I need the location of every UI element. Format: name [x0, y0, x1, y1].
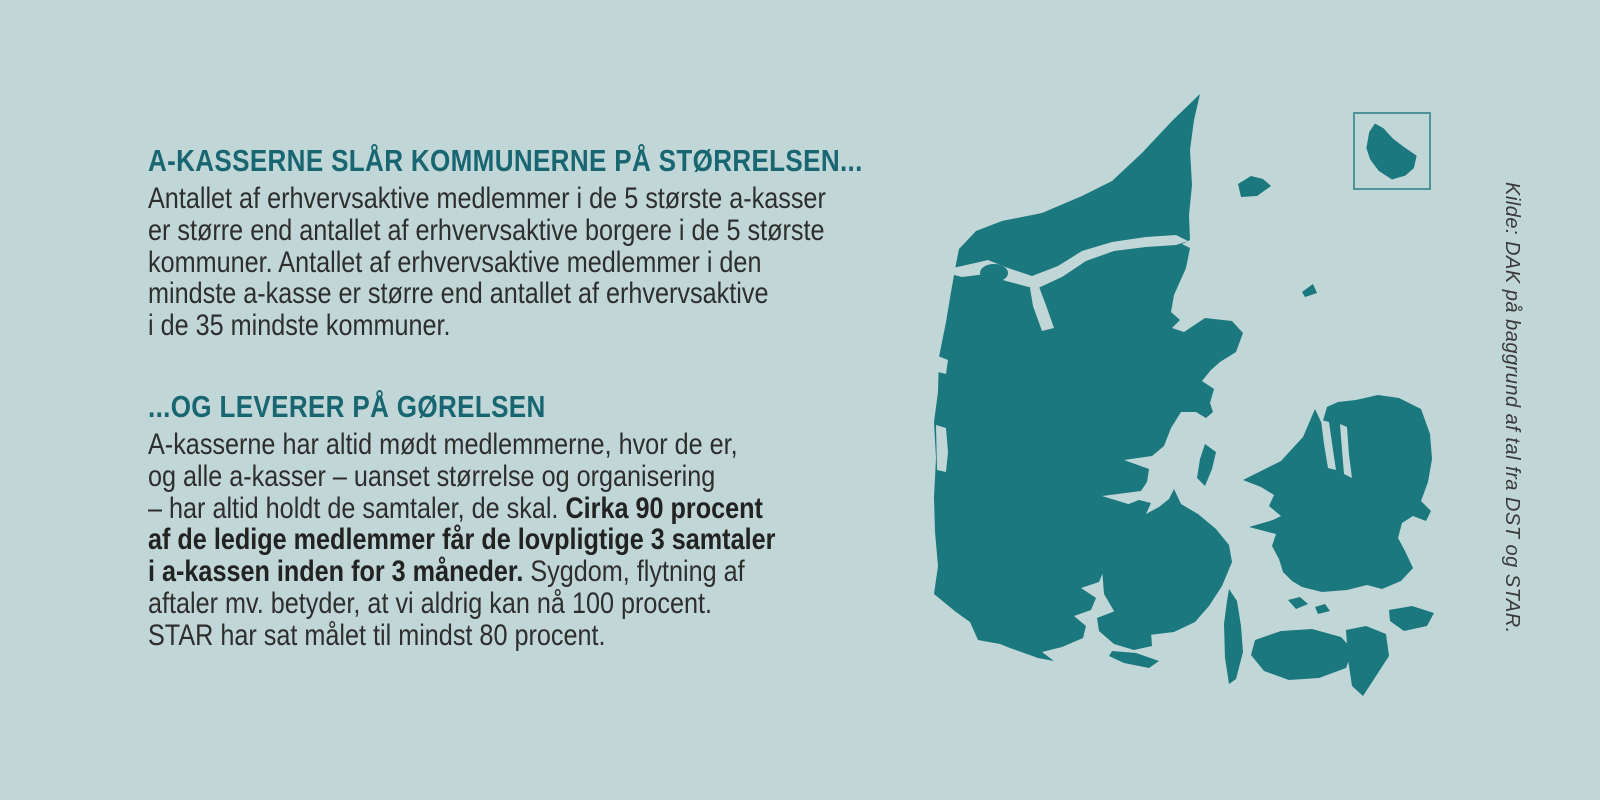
paragraph-line: kommuner. Antallet af erhvervsaktive medlemmer i den: [148, 245, 762, 279]
paragraph-line: er større end antallet af erhvervsaktive borgere i de 5 største: [148, 213, 825, 247]
funen-island: [1102, 489, 1232, 635]
anholt-island: [1302, 284, 1317, 297]
aero-island: [1109, 651, 1159, 668]
bornholm-island: [1366, 123, 1416, 179]
falster-island: [1346, 626, 1389, 696]
zealand-island: [1243, 395, 1432, 592]
section-size-paragraph: [148, 183, 921, 342]
mors-island: [980, 264, 1008, 282]
paragraph-line: i de 35 mindste kommuner.: [148, 309, 451, 343]
paragraph-line: [148, 524, 921, 556]
source-note: Kilde: DAK på baggrund af tal fra DST og STAR.: [1501, 182, 1523, 634]
text-column: [148, 145, 921, 652]
samso-island: [1197, 444, 1216, 486]
mon-island: [1389, 606, 1434, 631]
paragraph-line: i a-kassen inden for 3 måneder. Sygdom, flytning af: [148, 555, 745, 589]
paragraph-line: A-kasserne har altid mødt medlemmerne, hvor de er,: [148, 427, 738, 461]
bold-statistic: i a-kassen inden for 3 måneder.: [148, 555, 524, 589]
section-size-heading: A-KASSERNE SLÅR KOMMUNERNE PÅ STØRRELSEN...: [148, 143, 863, 178]
bold-statistic: Cirka 90 procent: [565, 491, 763, 525]
section-delivery-paragraph: [148, 429, 921, 652]
bornholm-inset-box: [1353, 112, 1431, 190]
bornholm-inset-svg: [1355, 114, 1429, 188]
paragraph-line: – har altid holdt de samtaler, de skal. Cirka 90 procent: [148, 491, 763, 525]
paragraph-line: aftaler mv. betyder, at vi aldrig kan nå 100 procent.: [148, 586, 713, 620]
lolland-island: [1251, 629, 1353, 680]
paragraph-line: og alle a-kasser – uanset størrelse og organisering: [148, 459, 716, 493]
paragraph-line: mindste a-kasse er større end antallet af erhvervsaktive: [148, 277, 769, 311]
langeland-island: [1224, 589, 1243, 684]
paragraph-line: Antallet af erhvervsaktive medlemmer i de 5 største a-kasser: [148, 182, 826, 215]
laeso-island: [1238, 176, 1271, 197]
small-island: [1288, 597, 1308, 609]
section-delivery-heading: ...OG LEVERER PÅ GØRELSEN: [148, 388, 546, 424]
bold-statistic: af de ledige medlemmer får de lovpligtige 3 samtaler: [148, 523, 776, 557]
paragraph-line: STAR har sat målet til mindst 80 procent.: [148, 618, 606, 652]
small-island: [1315, 604, 1330, 614]
ringkobing-fjord-water: [936, 425, 948, 472]
